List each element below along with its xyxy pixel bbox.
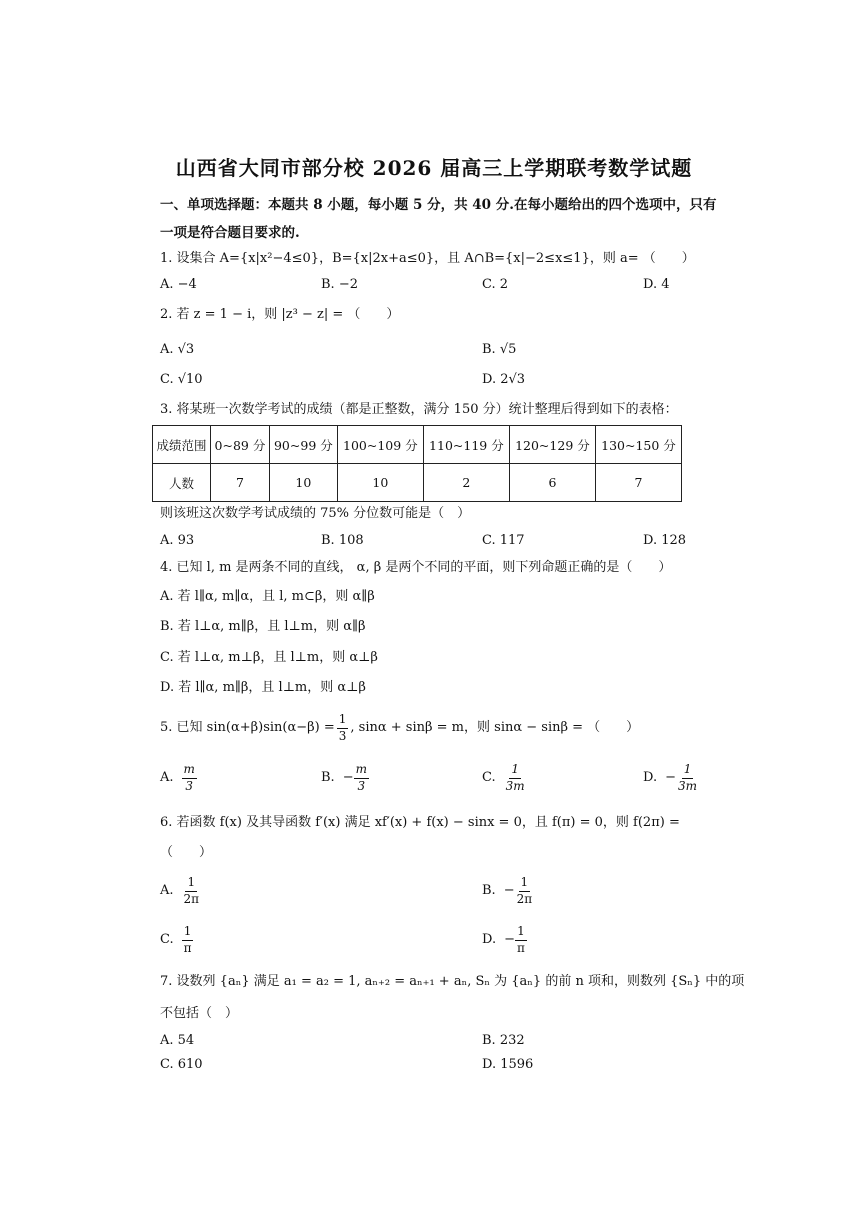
fraction-denominator: 3	[185, 778, 194, 793]
q5-fraction	[337, 713, 349, 744]
table-cell: 120~129 分	[509, 426, 595, 464]
option-label: D.	[482, 932, 497, 948]
fraction-numerator: 1	[519, 876, 531, 892]
question-7-stem-line1: 7. 设数列 {aₙ} 满足 a₁ = a₂ = 1, aₙ₊₂ = aₙ₊₁ + aₙ, Sₙ 为 {aₙ} 的前 n 项和，则数列 {Sₙ} 中的项	[160, 974, 745, 989]
option-label: D.	[643, 770, 658, 786]
q5-option-a	[160, 761, 197, 795]
q5-option-d	[643, 761, 699, 795]
table-cell: 130~150 分	[595, 426, 681, 464]
q1-option-a: A. −4	[160, 277, 197, 292]
option-fraction	[354, 763, 369, 794]
option-fraction	[504, 763, 527, 794]
table-cell: 6	[509, 464, 595, 502]
q3-option-c: C. 117	[482, 533, 525, 548]
fraction-numerator: 1	[185, 876, 197, 892]
option-sign: −	[342, 770, 354, 786]
question-6-stem-line1: 6. 若函数 f(x) 及其导函数 f′(x) 满足 xf′(x) + f(x) − sinx = 0，且 f(π) = 0，则 f(2π) =	[160, 815, 680, 830]
q5-stem-part-a: 5. 已知 sin(α+β)sin(α−β) =	[160, 720, 335, 736]
option-label: B.	[482, 883, 496, 899]
fraction-numerator: 1	[337, 713, 349, 729]
question-2-stem: 2. 若 z = 1 − i，则 |z³ − z| = （ ）	[160, 307, 400, 322]
q3-option-d: D. 128	[643, 533, 687, 548]
table-cell: 110~119 分	[423, 426, 509, 464]
option-fraction	[515, 876, 535, 907]
q5-option-c	[482, 761, 527, 795]
option-label: A.	[160, 883, 174, 899]
table-cell: 人数	[153, 464, 211, 502]
table-header-row	[153, 426, 682, 464]
question-3-stem: 3. 将某班一次数学考试的成绩（都是正整数，满分 150 分）统计整理后得到如下的表格：	[160, 402, 678, 417]
fraction-denominator: 3m	[678, 778, 698, 793]
fraction-numerator: 1	[682, 763, 694, 779]
q3-option-b: B. 108	[321, 533, 364, 548]
fraction-denominator: 2π	[183, 891, 200, 906]
table-cell: 10	[337, 464, 423, 502]
option-label: B.	[321, 770, 335, 786]
question-1-stem: 1. 设集合 A={x|x²−4≤0}，B={x|2x+a≤0}，且 A∩B={x|−2≤x≤1}，则 a= （ ）	[160, 251, 695, 266]
question-6-stem-line2: （ ）	[160, 845, 213, 860]
option-sign: −	[665, 770, 676, 786]
q7-option-b: B. 232	[482, 1033, 525, 1048]
q4-option-a: A. 若 l∥α, m∥α，且 l, m⊂β，则 α∥β	[160, 589, 375, 604]
table-row	[153, 464, 682, 502]
table-cell: 0~89 分	[211, 426, 270, 464]
option-label: C.	[160, 932, 174, 948]
option-label: C.	[482, 770, 496, 786]
section-heading-line1: 一、单项选择题：本题共 8 小题，每小题 5 分，共 40 分.在每小题给出的四个选项中，只有	[160, 197, 717, 213]
q7-option-d: D. 1596	[482, 1057, 534, 1072]
option-fraction	[182, 763, 197, 794]
fraction-numerator: m	[354, 763, 369, 779]
q7-option-c: C. 610	[160, 1057, 203, 1072]
q5-option-b	[321, 761, 369, 795]
fraction-denominator: 2π	[516, 891, 533, 906]
question-5-stem	[160, 711, 639, 745]
table-cell: 100~109 分	[337, 426, 423, 464]
fraction-numerator: 1	[515, 925, 527, 941]
table-cell: 成绩范围	[153, 426, 211, 464]
section-heading-line2: 一项是符合题目要求的.	[160, 225, 300, 241]
option-fraction	[515, 925, 527, 956]
fraction-denominator: π	[183, 940, 192, 955]
option-fraction	[676, 763, 699, 794]
fraction-numerator: m	[182, 763, 197, 779]
option-fraction	[182, 876, 202, 907]
question-3-followup: 则该班这次数学考试成绩的 75% 分位数可能是（ ）	[160, 506, 471, 521]
q4-option-c: C. 若 l⊥α, m⊥β，且 l⊥m，则 α⊥β	[160, 650, 378, 665]
table-cell: 7	[211, 464, 270, 502]
q5-stem-part-b: , sinα + sinβ = m，则 sinα − sinβ = （ ）	[350, 720, 640, 736]
q1-option-d: D. 4	[643, 277, 670, 292]
question-4-stem: 4. 已知 l, m 是两条不同的直线， α, β 是两个不同的平面，则下列命题正确的是（ ）	[160, 560, 672, 575]
q4-option-b: B. 若 l⊥α, m∥β，且 l⊥m，则 α∥β	[160, 619, 366, 634]
table-cell: 10	[269, 464, 337, 502]
q2-option-a: A. √3	[160, 342, 195, 357]
table-cell: 2	[423, 464, 509, 502]
table-cell: 7	[595, 464, 681, 502]
q1-option-c: C. 2	[482, 277, 509, 292]
q2-option-d: D. 2√3	[482, 372, 526, 387]
fraction-numerator: 1	[182, 925, 194, 941]
q7-option-a: A. 54	[160, 1033, 195, 1048]
option-label: A.	[160, 770, 174, 786]
q6-option-d	[482, 922, 527, 958]
q6-option-b	[482, 873, 534, 909]
fraction-denominator: 3	[357, 778, 366, 793]
score-table	[152, 425, 682, 502]
q2-option-b: B. √5	[482, 342, 517, 357]
table-cell: 90~99 分	[269, 426, 337, 464]
q4-option-d: D. 若 l∥α, m∥β，且 l⊥m，则 α⊥β	[160, 680, 366, 695]
q2-option-c: C. √10	[160, 372, 203, 387]
option-sign: −	[504, 932, 515, 948]
q6-option-a	[160, 873, 201, 909]
option-sign: −	[503, 883, 515, 899]
fraction-denominator: 3m	[505, 778, 525, 793]
question-7-stem-line2: 不包括（ ）	[160, 1006, 239, 1021]
option-fraction	[182, 925, 194, 956]
fraction-denominator: π	[517, 940, 525, 955]
fraction-numerator: 1	[509, 763, 521, 779]
page-title: 山西省大同市部分校 2026 届高三上学期联考数学试题	[175, 156, 693, 180]
q6-option-c	[160, 922, 194, 958]
q1-option-b: B. −2	[321, 277, 358, 292]
fraction-denominator: 3	[338, 728, 347, 743]
q3-option-a: A. 93	[160, 533, 195, 548]
